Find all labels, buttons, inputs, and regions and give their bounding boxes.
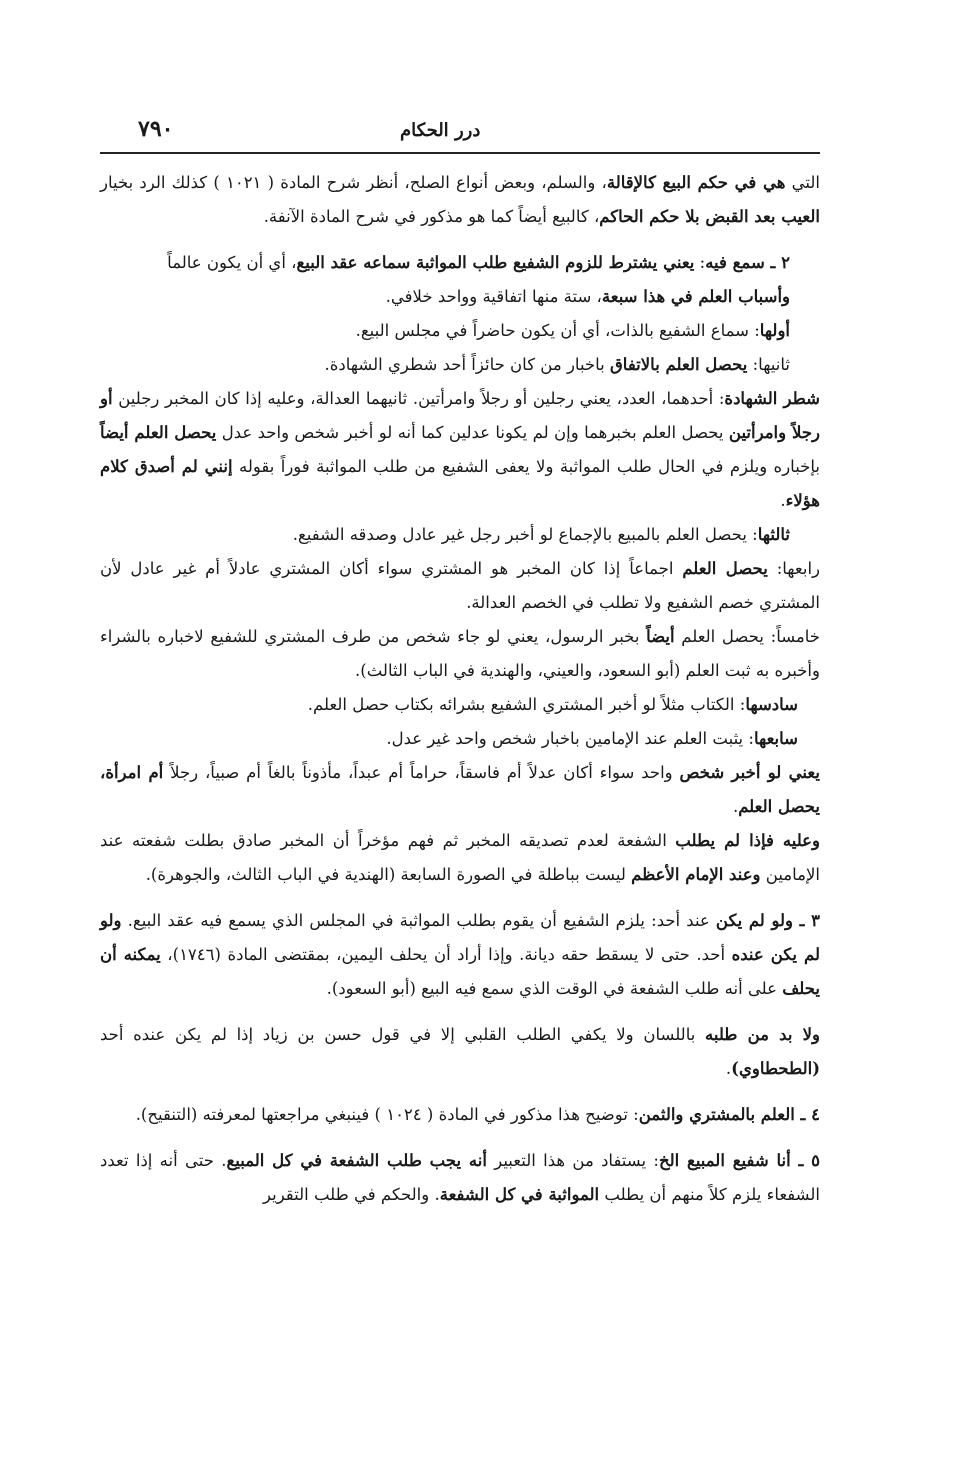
header-rule xyxy=(100,152,820,154)
paragraph-16: ٤ ـ العلم بالمشتري والثمن: توضيح هذا مذكور في المادة ( ١٠٢٤ ) فينبغي مراجعتها لمعرفته (التنقيح). xyxy=(135,1105,820,1124)
paragraph-15: ولا بد من طلبه باللسان ولا يكفي الطلب القلبي إلا في قول حسن بن زياد إذا لم يكن عنده أحد (الطحطاوي). xyxy=(100,1025,820,1078)
paragraph-4: أولها: سماع الشفيع بالذات، أي أن يكون حاضراً في مجلس البيع. xyxy=(355,321,790,340)
running-title: درر الحكام xyxy=(400,120,481,141)
page-header xyxy=(100,112,820,152)
paragraph-11: سابعها: يثبت العلم عند الإمامين باخبار شخص واحد غير عدل. xyxy=(386,729,798,748)
paragraph-6: شطر الشهادة: أحدهما، العدد، يعني رجلين أو رجلاً وامرأتين. ثانيهما العدالة، وعليه إذا كان المخبر رجلين أو رجلاً وامرأتين يحصل العلم بخبرهما وإن لم يكونا عدلين كما أنه لو أخبر شخص واحد عدل يحصل العلم أيضاً بإخباره ويلزم في الحال طلب المواثبة ولا يعفى الشفيع من طلب المواثبة فوراً بقوله إنني لم أصدق كلام هؤلاء. xyxy=(100,389,821,510)
paragraph-8: رابعها: يحصل العلم اجماعاً إذا كان المخبر هو المشتري سواء أكان المشتري عادلاً أم غير عادل لأن المشتري خصم الشفيع ولا تطلب في الخصم العدالة. xyxy=(100,559,820,612)
paragraph-2: ٢ ـ سمع فيه: يعني يشترط للزوم الشفيع طلب المواثبة سماعه عقد البيع، أي أن يكون عالماً xyxy=(167,253,790,272)
paragraph-3: وأسباب العلم في هذا سبعة، ستة منها اتفاقية وواحد خلافي. xyxy=(385,287,790,306)
paragraph-13: وعليه فإذا لم يطلب الشفعة لعدم تصديقه المخبر ثم فهم مؤخراً أن المخبر صادق بطلت شفعته عند الإمامين وعند الإمام الأعظم ليست بباطلة في الصورة السابعة (الهندية في الباب الثالث، والجوهرة). xyxy=(100,831,821,884)
paragraph-17: ٥ ـ أنا شفيع المبيع الخ: يستفاد من هذا التعبير أنه يجب طلب الشفعة في كل المبيع. حتى أنه إذا تعدد الشفعاء يلزم كلاً منهم أن يطلب المواثبة في كل الشفعة. والحكم في طلب التقرير xyxy=(100,1151,820,1204)
page-number: ٧٩٠ xyxy=(138,116,174,142)
paragraph-9: خامساً: يحصل العلم أيضاً بخبر الرسول، يعني لو جاء شخص من طرف المشتري للشفيع لاخباره بالشراء وأخبره به ثبت العلم (أبو السعود، والعيني، والهندية في الباب الثالث). xyxy=(100,627,820,680)
paragraph-12: يعني لو أخبر شخص واحد سواء أكان عدلاً أم فاسقاً، حراماً أم عبداً، مأذوناً بالغاً أم صبياً، رجلاً أم امرأة، يحصل العلم. xyxy=(100,763,820,816)
paragraph-10: سادسها: الكتاب مثلاً لو أخبر المشتري الشفيع بشرائه بكتاب حصل العلم. xyxy=(307,695,798,714)
page-body xyxy=(100,166,820,1212)
paragraph-5: ثانيها: يحصل العلم بالاتفاق باخبار من كان حائزاً أحد شطري الشهادة. xyxy=(324,355,790,374)
paragraph-14: ٣ ـ ولو لم يكن عند أحد: يلزم الشفيع أن يقوم بطلب المواثبة في المجلس الذي يسمع فيه عقد البيع. ولو لم يكن عنده أحد. حتى لا يسقط حقه ديانة. وإذا أراد أن يحلف اليمين، بمقتضى المادة (١٧٤٦)، يمكنه أن يحلف على أنه طلب الشفعة في الوقت الذي سمع فيه البيع (أبو السعود). xyxy=(100,911,820,998)
paragraph-1: التي هي في حكم البيع كالإقالة، والسلم، وبعض أنواع الصلح، أنظر شرح المادة ( ١٠٢١ ) كذلك الرد بخيار العيب بعد القبض بلا حكم الحاكم، كالبيع أيضاً كما هو مذكور في شرح المادة الآنفة. xyxy=(100,173,821,226)
paragraph-7: ثالثها: يحصل العلم بالمبيع بالإجماع لو أخبر رجل غير عادل وصدقه الشفيع. xyxy=(292,525,790,544)
